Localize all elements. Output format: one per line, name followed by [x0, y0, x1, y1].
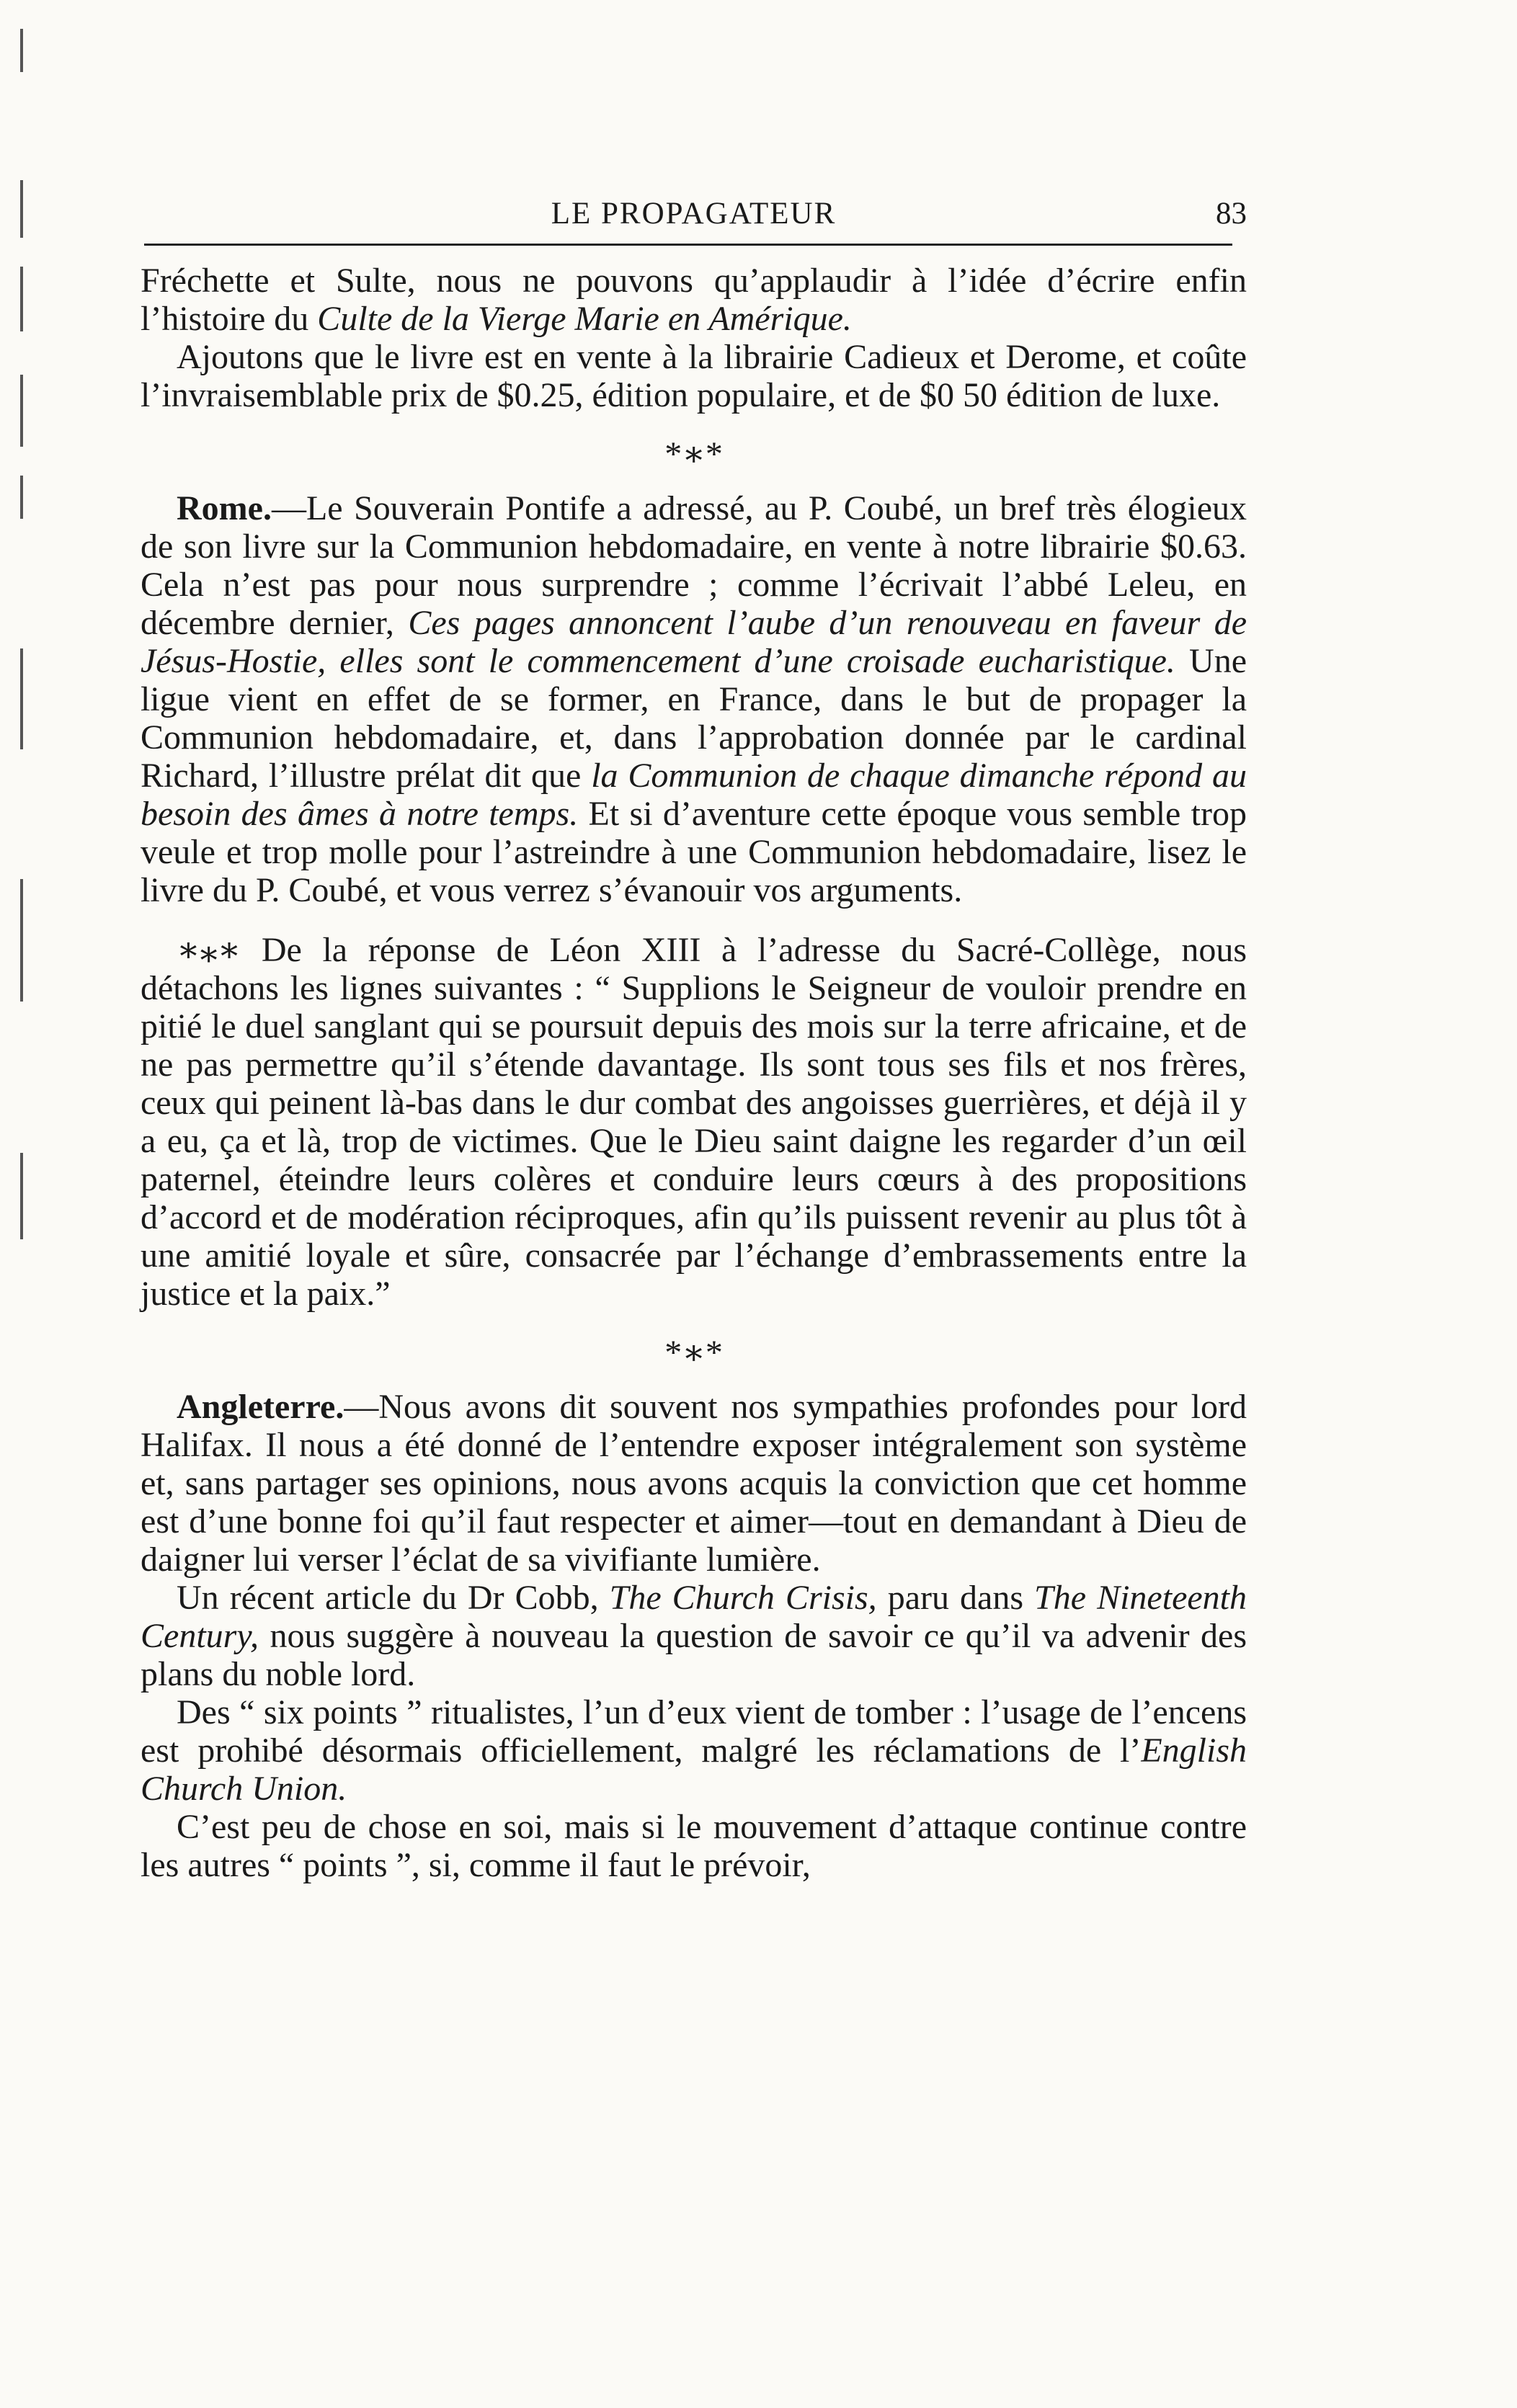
text-run: nous suggère à nouveau la question de savoir ce qu’il va advenir des plans du noble lord. [141, 1617, 1247, 1693]
header-rule [144, 244, 1232, 246]
paragraph-2: Ajoutons que le livre est en vente à la librairie Cadieux et Derome, et coûte l’invraisemblable prix de $0.25, édition populaire, et de $0 50 édition de luxe. [141, 338, 1247, 414]
paragraph-angleterre [141, 1388, 1247, 1579]
body-text [141, 262, 1247, 1884]
section-heading-rome: Rome. [177, 489, 272, 527]
text-run: —Nous avons dit souvent nos sympathies profondes pour lord Halifax. Il nous a été donné de l’entendre exposer intégralement son système et, sans partager ses opinions, nous avons acquis la conviction que cet homme est d’une bonne foi qu’il faut respecter et aimer—tout en demandant à Dieu de daigner lui verser l’éclat de sa vivifiante lumière. [141, 1388, 1247, 1579]
section-separator: *∗* [664, 1334, 723, 1372]
text-run: Des “ six points ” ritualistes, l’un d’eux vient de tomber : l’usage de l’encens est prohibé désormais officiellement, malgré les réclamations de l’ [141, 1693, 1247, 1770]
italic-title: English Church Union. [141, 1731, 1247, 1808]
italic-quote: Ces pages annoncent l’aube d’un renouveau en faveur de Jésus-Hostie, elles sont le commencement d’une croisade eucharistique. [141, 604, 1247, 680]
italic-quote: la Communion de chaque dimanche répond au besoin des âmes à notre temps. [141, 757, 1247, 833]
running-title: LE PROPAGATEUR [551, 197, 837, 231]
paragraph-1 [141, 262, 1247, 338]
running-head [141, 180, 1247, 231]
text-run: Un récent article du Dr Cobb, [177, 1579, 610, 1617]
text-run: —Le Souverain Pontife a adressé, au P. Coubé, un bref très élogieux de son livre sur la Communion hebdomadaire, en vente à notre librairie $0.63. Cela n’est pas pour nous surprendre ; comme l’écrivait l’abbé Leleu, en décembre dernier, [141, 489, 1247, 642]
text-run: Et si d’aventure cette époque vous semble trop veule et trop molle pour l’astreindre à une Communion hebdomadaire, lisez le livre du P. Coubé, et vous verrez s’évanouir vos arguments. [141, 795, 1247, 909]
text-run: Une ligue vient en effet de se former, en France, dans le but de propager la Communion hebdomadaire, et, dans l’approbation donnée par le cardinal Richard, l’illustre prélat dit que [141, 642, 1247, 795]
book-page [141, 180, 1247, 1884]
text-run: Fréchette et Sulte, nous ne pouvons qu’applaudir à l’idée d’écrire enfin l’histoire du [141, 262, 1247, 338]
margin-marks [20, 29, 35, 1398]
section-heading-angleterre: Angleterre. [177, 1388, 344, 1426]
paragraph-rome [141, 489, 1247, 909]
paragraph-leon-xiii: ∗⁎∗ De la réponse de Léon XIII à l’adresse du Sacré-Collège, nous détachons les lignes suivantes : “ Supplions le Seigneur de vouloir prendre en pitié le duel sanglant qui se poursuit depuis des mois sur la terre africaine, et de ne pas permettre qu’il s’étende davantage. Ils sont tous ses fils et nos frères, ceux qui peinent là-bas dans le dur combat des angoisses guerrières, et déjà il y a eu, ça et là, trop de victimes. Que le Dieu saint daigne les regarder d’un œil paternel, éteindre leurs colères et conduire leurs cœurs à des propositions d’accord et de modération réciproques, afin qu’ils puissent revenir au plus tôt à une amitié loyale et sûre, consacrée par l’échange d’embrassements entre la justice et la paix.” [141, 931, 1247, 1313]
italic-title: Culte de la Vierge Marie en Amérique. [317, 300, 852, 338]
page-number: 83 [1216, 197, 1247, 231]
text-run: paru dans [876, 1579, 1035, 1617]
paragraph-cobb [141, 1579, 1247, 1693]
italic-title: The Nineteenth Century, [141, 1579, 1247, 1655]
paragraph-final: C’est peu de chose en soi, mais si le mouvement d’attaque continue contre les autres “ points ”, si, comme il faut le prévoir, [141, 1808, 1247, 1884]
paragraph-six-points [141, 1693, 1247, 1808]
italic-title: The Church Crisis, [609, 1579, 877, 1617]
section-separator: *∗* [664, 435, 723, 473]
